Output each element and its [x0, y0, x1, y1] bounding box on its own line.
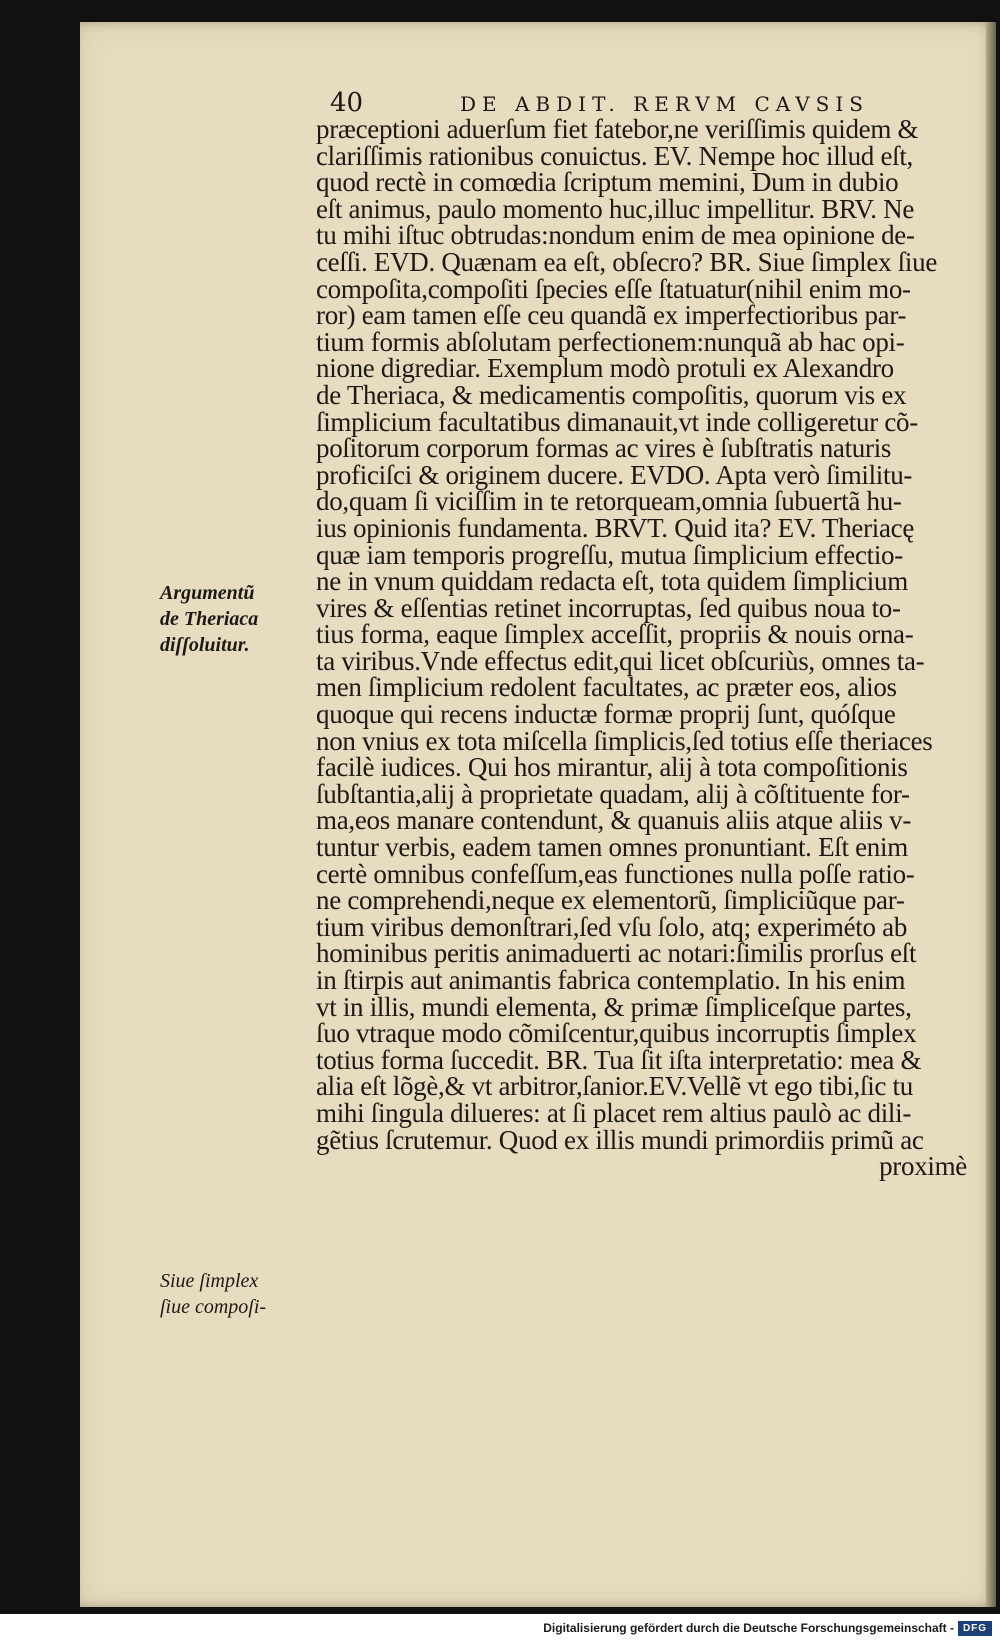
- text-line: ceſſi. EVD. Quænam ea eſt, obſecro? BR. Siue ſimplex ſiue: [316, 246, 937, 277]
- marginal-note-line: Siue ſimplex: [160, 1270, 259, 1292]
- text-line: do,quam ſi viciſſim in te retorqueam,omnia ſubuertã hu-: [316, 486, 902, 517]
- text-line: ſuo vtraque modo cõmiſcentur,quibus incorruptis ſimplex: [316, 1018, 917, 1049]
- text-line: mihi ſingula dilueres: at ſi placet rem altius paulò ac dili-: [316, 1097, 912, 1128]
- marginal-note-line: diſſoluitur.: [160, 634, 250, 656]
- text-line: alia eſt lõgè,& vt arbitror,ſanior.EV.Vellẽ vt ego tibi,ſic tu: [316, 1071, 913, 1102]
- running-title: DE ABDIT. RERVM CAVSIS: [460, 92, 869, 116]
- text-line: vt in illis, mundi elementa, & primæ ſimpliceſque partes,: [316, 991, 912, 1022]
- text-line: compoſita,compoſiti ſpecies eſſe ſtatuatur(nihil enim mo-: [316, 273, 911, 304]
- text-line: eſt animus, paulo momento huc,illuc impellitur. BRV. Ne: [316, 193, 915, 224]
- marginal-note-line: ſiue compoſi-: [160, 1296, 267, 1318]
- text-line: poſitorum corporum formas ac vires è ſubſtratis naturis: [316, 433, 892, 464]
- text-line: tuntur verbis, eadem tamen omnes pronuntiant. Eſt enim: [316, 832, 908, 863]
- text-line: hominibus peritis animaduerti ac notari:ſimilis prorſus eſt: [316, 938, 917, 969]
- text-line: tium viribus demonſtrari,ſed vſu ſolo, atq; experiméto ab: [316, 911, 908, 942]
- text-line: ma,eos manare contendunt, & quanuis aliis atque aliis v-: [316, 805, 912, 836]
- text-line: in ſtirpis aut animantis fabrica contemplatio. In his enim: [316, 965, 906, 995]
- text-line: ne in vnum quiddam redacta eſt, tota quidem ſimplicium: [316, 566, 908, 597]
- text-line: ius opinionis fundamenta. BRVT. Quid ita? EV. Theriacę: [316, 512, 915, 543]
- page-edge: [986, 22, 996, 1607]
- text-line: nione digrediar. Exemplum modò protuli ex Alexandro: [316, 353, 894, 384]
- footer-bar: [0, 1614, 1000, 1643]
- footer-credit: Digitalisierung gefördert durch die Deutsche Forschungsgemeinschaft -: [543, 1621, 954, 1635]
- text-line: non vnius ex tota miſcella ſimplicis,ſed totius eſſe theriaces: [316, 725, 933, 756]
- marginal-note-line: de Theriaca: [160, 608, 259, 630]
- text-line: ror) eam tamen eſſe ceu quandã ex imperfectioribus par-: [316, 300, 907, 331]
- marginal-note-theriaca: [160, 580, 320, 658]
- text-line: quoque qui recens inductæ formæ proprij ſunt, quóſque: [316, 699, 896, 730]
- text-line: totius forma ſuccedit. BR. Tua ſit iſta interpretatio: mea &: [316, 1044, 922, 1075]
- text-line: proficiſci & originem ducere. EVDO. Apta verò ſimilitu-: [316, 459, 913, 490]
- catchword: proximè: [879, 1151, 967, 1182]
- text-line: ne comprehendi,neque ex elementorũ, ſimpliciũque par-: [316, 885, 905, 916]
- text-line: ſubſtantia,alij à proprietate quadam, alij à cõſtituente for-: [316, 778, 910, 809]
- text-line: certè omnibus confeſſum,eas functiones nulla poſſe ratio-: [316, 858, 915, 889]
- text-line: facilè iudices. Qui hos mirantur, alij à tota compoſitionis: [316, 752, 908, 783]
- text-line: tium formis abſolutam perfectionem:nunquã ab hac opi-: [316, 326, 905, 357]
- text-line: quæ iam temporis progreſſu, mutua ſimplicium effectio-: [316, 539, 903, 570]
- text-line: ta viribus.Vnde effectus edit,qui licet obſcuriùs, omnes ta-: [316, 645, 925, 676]
- text-line: quod rectè in comœdia ſcriptum memini, Dum in dubio: [316, 167, 899, 198]
- text-line: vires & eſſentias retinet incorruptas, ſed quibus noua to-: [316, 592, 901, 623]
- text-line: ſimplicium facultatibus dimanauit,vt inde colligeretur cõ-: [316, 406, 918, 437]
- text-line: de Theriaca, & medicamentis compoſitis, quorum vis ex: [316, 379, 907, 410]
- text-line: clariſſimis rationibus conuictus. EV. Nempe hoc illud eſt,: [316, 140, 913, 171]
- body-text: [316, 116, 981, 1180]
- text-line: præceptioni aduerſum fiet fatebor,ne veriſſimis quidem &: [316, 114, 919, 144]
- page-number: 40: [330, 88, 364, 118]
- dfg-logo: DFG: [958, 1621, 992, 1636]
- text-line: men ſimplicium redolent facultates, ac præter eos, alios: [316, 672, 897, 703]
- text-line: tius forma, eaque ſimplex acceſſit, propriis & nouis orna-: [316, 619, 914, 650]
- text-line: tu mihi iſtuc obtrudas:nondum enim de mea opinione de-: [316, 220, 915, 251]
- text-line: gẽtius ſcrutemur. Quod ex illis mundi primordiis primũ ac: [316, 1124, 924, 1155]
- marginal-note-simplex: [160, 1268, 320, 1320]
- marginal-note-line: Argumentũ: [160, 582, 255, 604]
